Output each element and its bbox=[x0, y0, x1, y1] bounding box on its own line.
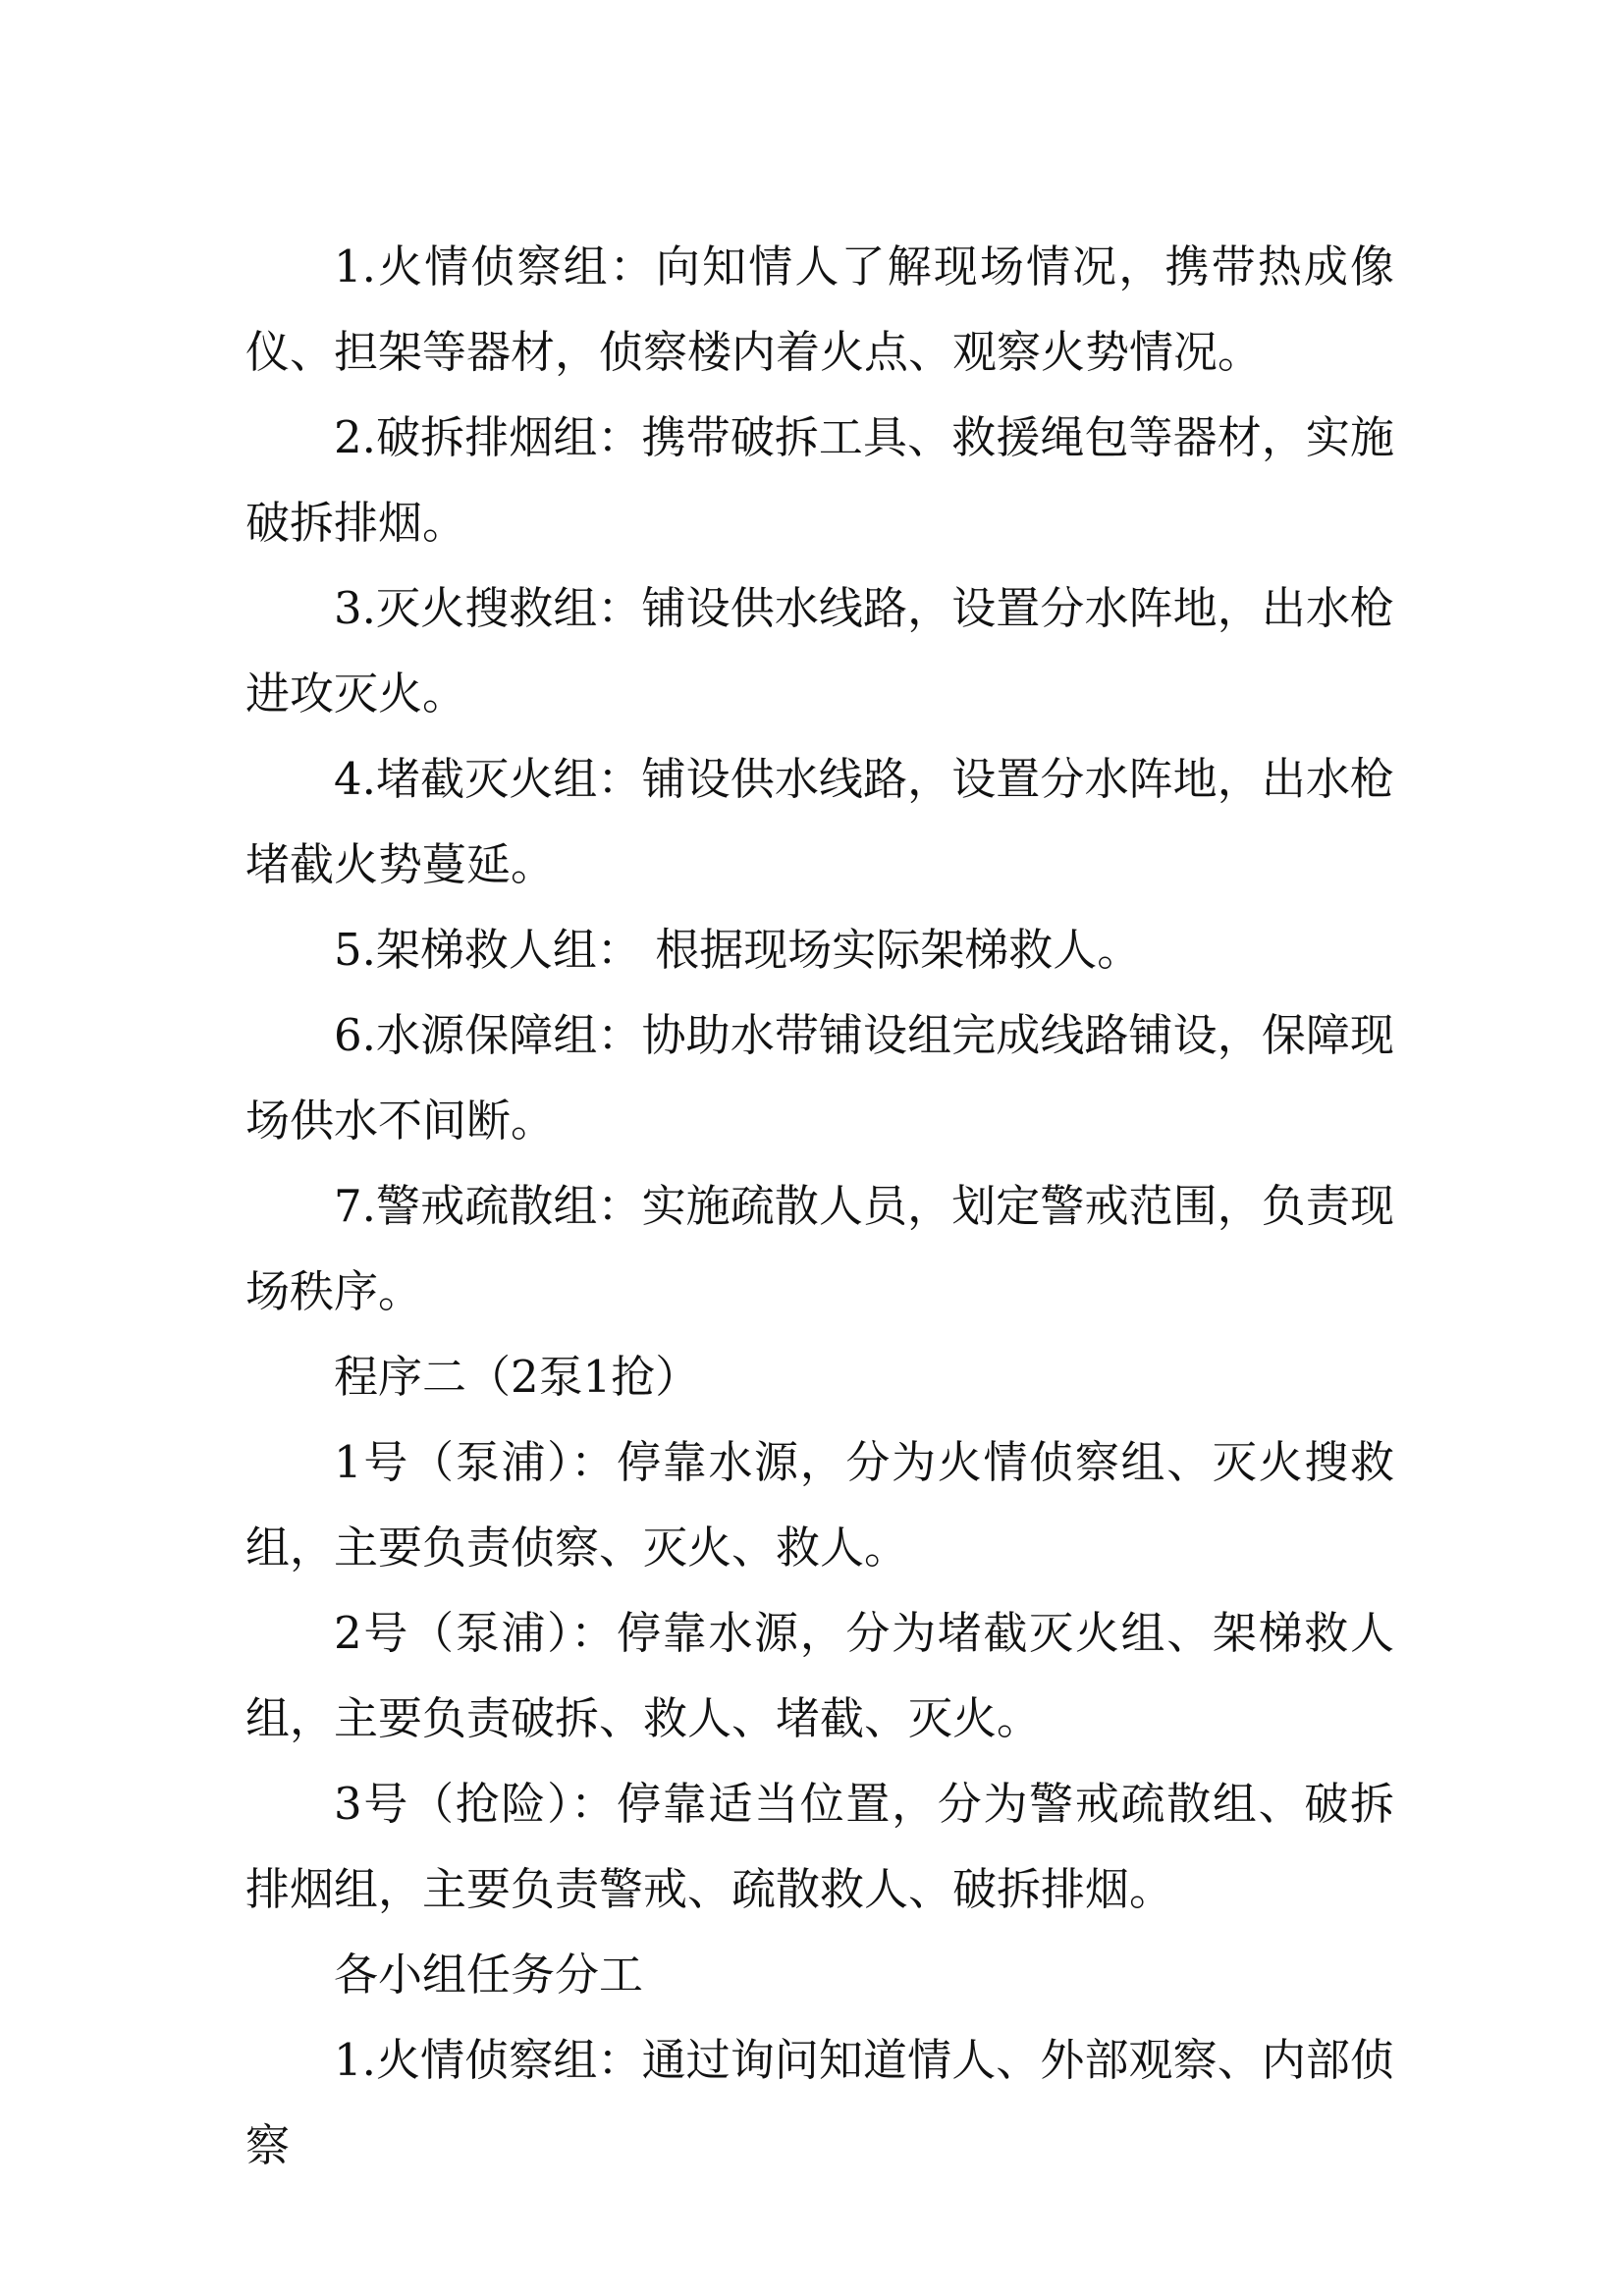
paragraph-cordon-evacuation-task: 7.警戒疏散组：实施疏散人员，划定警戒范围，负责现场秩序。 bbox=[245, 1180, 1394, 1317]
paragraph-demolition-smoke-task: 2.破拆排烟组：携带破拆工具、救援绳包等器材，实施破拆排烟。 bbox=[245, 411, 1394, 549]
paragraph-blocking-extinguish-task: 4.堵截灭火组：铺设供水线路，设置分水阵地，出水枪堵截火势蔓延。 bbox=[245, 753, 1394, 890]
paragraph-ladder-rescue-task: 5.架梯救人组： 根据现场实际架梯救人。 bbox=[334, 924, 1142, 976]
paragraph-extinguish-search-task: 3.灭火搜救组：铺设供水线路，设置分水阵地，出水枪进攻灭火。 bbox=[245, 582, 1394, 720]
paragraph-water-supply-task: 6.水源保障组：协助水带铺设组完成线路铺设，保障现场供水不间断。 bbox=[245, 1009, 1394, 1147]
heading-procedure-two: 程序二（2泵1抢） bbox=[334, 1351, 700, 1403]
paragraph-fire-recon-detail: 1.火情侦察组：通过询问知道情人、外部观察、内部侦察 bbox=[245, 2034, 1394, 2171]
paragraph-vehicle-3: 3号（抢险）：停靠适当位置，分为警戒疏散组、破拆排烟组，主要负责警戒、疏散救人、破拆排烟。 bbox=[245, 1778, 1394, 1915]
paragraph-vehicle-1: 1号（泵浦）：停靠水源，分为火情侦察组、灭火搜救组，主要负责侦察、灭火、救人。 bbox=[245, 1436, 1394, 1574]
document-body bbox=[245, 224, 1394, 2188]
heading-group-tasks: 各小组任务分工 bbox=[334, 1949, 644, 2001]
paragraph-fire-recon-task: 1.火情侦察组：向知情人了解现场情况，携带热成像仪、担架等器材，侦察楼内着火点、观察火势情况。 bbox=[245, 240, 1394, 378]
paragraph-vehicle-2: 2号（泵浦）：停靠水源，分为堵截灭火组、架梯救人组，主要负责破拆、救人、堵截、灭火。 bbox=[245, 1607, 1394, 1744]
